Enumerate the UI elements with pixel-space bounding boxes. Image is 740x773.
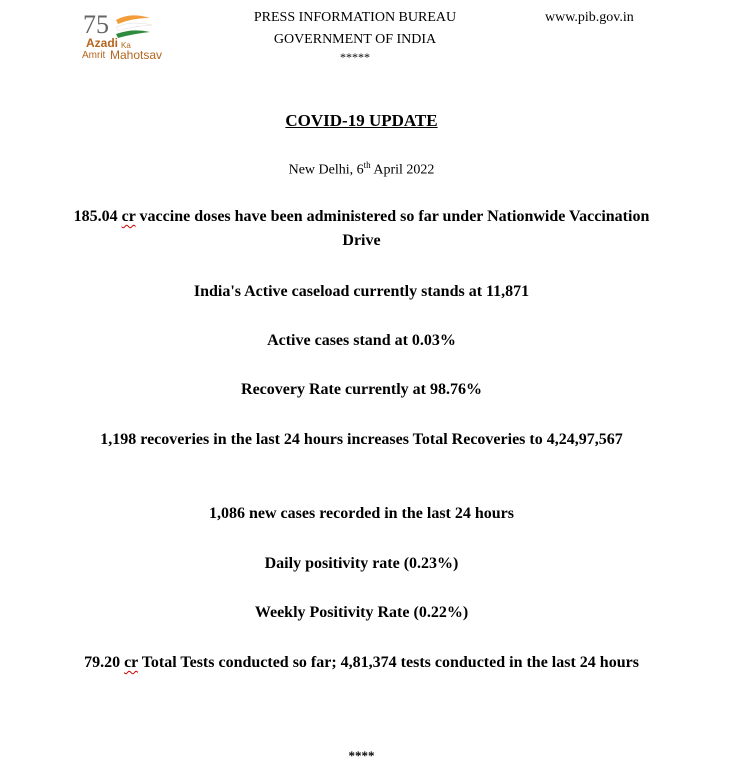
spellcheck-word: cr [124, 654, 138, 671]
logo-word-amrit: Amrit [82, 50, 106, 61]
dateline-ordinal: th [363, 160, 371, 170]
point-active-caseload: India's Active caseload currently stands at 11,871 [193, 283, 530, 300]
azadi-ka-amrit-mahotsav-logo [80, 8, 175, 66]
point-weekly-positivity: Weekly Positivity Rate (0.22%) [254, 604, 469, 621]
logo-number: 75 [83, 10, 109, 39]
website-url: www.pib.gov.in [545, 10, 634, 25]
point-text: 185.04 [73, 208, 122, 225]
point-vaccination [55, 205, 668, 253]
point-text: Total Tests conducted so far; 4,81,374 tests conducted in the last 24 hours [137, 654, 639, 671]
header-bureau: PRESS INFORMATION BUREAU [253, 10, 457, 25]
point-recovery-rate: Recovery Rate currently at 98.76% [241, 381, 482, 398]
dateline-month-year: April 2022 [370, 162, 435, 178]
end-stars: **** [348, 748, 375, 763]
logo-word-azadi: Azadi [86, 36, 119, 50]
dateline-city-day: New Delhi, 6 [288, 162, 364, 178]
point-active-cases: Active cases stand at 0.03% [267, 332, 456, 349]
point-daily-positivity: Daily positivity rate (0.23%) [264, 555, 459, 572]
dateline [0, 160, 723, 179]
point-text: vaccine doses have been administered so far under Nationwide Vaccination Drive [135, 208, 650, 249]
point-new-cases: 1,086 new cases recorded in the last 24 hours [208, 505, 515, 522]
point-text: 79.20 [84, 654, 125, 671]
point-recoveries: 1,198 recoveries in the last 24 hours increases Total Recoveries to 4,24,97,567 [100, 431, 623, 448]
document-title: COVID-19 UPDATE [285, 111, 438, 130]
logo-word-ka: Ka [121, 41, 131, 50]
header-government: GOVERNMENT OF INDIA [273, 32, 437, 47]
spellcheck-word: cr [121, 208, 136, 225]
point-total-tests [55, 651, 668, 675]
logo-word-mahotsav: Mahotsav [110, 48, 163, 62]
header-stars: ***** [340, 50, 370, 64]
